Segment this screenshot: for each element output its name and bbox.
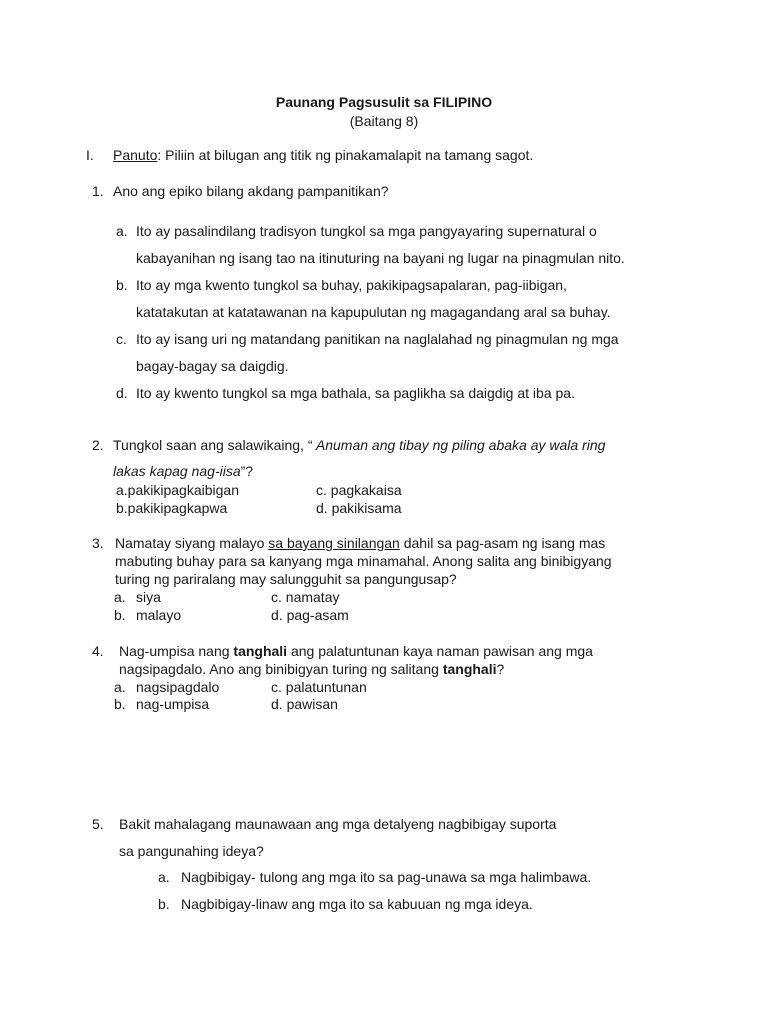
q5-option-a-letter: a. <box>158 869 170 885</box>
instructions <box>113 147 533 164</box>
q3-option-a: siya <box>136 589 161 605</box>
q4-option-b-letter: b. <box>114 696 126 712</box>
q2-text-end: ”? <box>240 463 254 479</box>
q4-line2 <box>119 661 504 678</box>
q3-option-c: c. namatay <box>271 589 340 605</box>
q1-number: 1. <box>92 183 104 199</box>
q4-option-a: nagsipagdalo <box>136 679 220 695</box>
q3-option-b: malayo <box>136 607 182 623</box>
q4-text-end: ang palatuntunan kaya naman pawisan ang mga <box>287 643 593 659</box>
q2-quote-part1: Anuman ang tibay ng piling abaka ay wala ring <box>312 437 606 453</box>
q1-text: Ano ang epiko bilang akdang pampanitikan? <box>113 183 389 199</box>
instructions-label: Panuto <box>113 147 158 163</box>
q1-option-c-letter: c. <box>116 331 127 347</box>
q1-option-d-letter: d. <box>116 385 128 401</box>
q4-option-c: c. palatuntunan <box>271 679 367 695</box>
q1-option-b-line1: Ito ay mga kwento tungkol sa buhay, pakikipagsapalaran, pag-iibigan, <box>136 277 567 293</box>
q2-number: 2. <box>92 437 104 453</box>
q3-line1 <box>115 535 605 552</box>
q3-number: 3. <box>92 535 104 551</box>
q2-option-c: c. pagkakaisa <box>316 482 402 498</box>
q5-option-b: Nagbibigay-linaw ang mga ito sa kabuuan ng mga ideya. <box>181 896 533 912</box>
q3-line3: turing ng pariralang may salungguhit sa pangungusap? <box>115 571 457 587</box>
q2-line2 <box>113 463 253 480</box>
q4-text-start: Nag-umpisa nang <box>119 643 234 659</box>
q2-quote-part2: lakas kapag nag-iisa <box>113 463 241 479</box>
q3-option-a-letter: a. <box>114 589 126 605</box>
q4-option-a-letter: a. <box>114 679 126 695</box>
q1-option-a-line2: kabayanihan ng isang tao na itinuturing na bayani ng lugar na pinagmulan nito. <box>136 250 625 266</box>
q3-text-start: Namatay siyang malayo <box>115 535 269 551</box>
q5-line1: Bakit mahalagang maunawaan ang mga detalyeng nagbibigay suporta <box>119 816 557 832</box>
q1-option-c-line2: bagay-bagay sa daigdig. <box>136 358 289 374</box>
q2-text: Tungkol saan ang salawikaing, “ <box>113 437 313 453</box>
q4-question-start: nagsipagdalo. Ano ang binibigyan turing ng salitang <box>119 661 443 677</box>
q2-line1 <box>113 437 605 454</box>
q4-number: 4. <box>92 643 104 659</box>
instructions-text: : Piliin at bilugan ang titik ng pinakamalapit na tamang sagot. <box>157 147 534 163</box>
q2-option-d: d. pakikisama <box>316 500 402 516</box>
q3-option-b-letter: b. <box>114 607 126 623</box>
q4-option-b: nag-umpisa <box>136 696 210 712</box>
q4-option-d: d. pawisan <box>271 696 338 712</box>
q5-line2: sa pangunahing ideya? <box>119 843 264 859</box>
q2-option-b: b.pakikipagkapwa <box>116 500 228 516</box>
q1-option-b-line2: katatakutan at katatawanan na kapupulutan ng magagandang aral sa buhay. <box>136 304 611 320</box>
q3-text-end: dahil sa pag-asam ng isang mas <box>399 535 606 551</box>
q3-option-d: d. pag-asam <box>271 607 349 623</box>
q5-option-b-letter: b. <box>158 896 170 912</box>
q1-option-b-letter: b. <box>116 277 128 293</box>
q3-line2: mabuting buhay para sa kanyang mga minamahal. Anong salita ang binibigyang <box>115 553 612 569</box>
q1-option-a-line1: Ito ay pasalindilang tradisyon tungkol sa mga pangyayaring supernatural o <box>136 223 597 239</box>
q2-option-a: a.pakikipagkaibigan <box>116 482 239 498</box>
section-number: I. <box>86 147 94 163</box>
q5-option-a: Nagbibigay- tulong ang mga ito sa pag-unawa sa mga halimbawa. <box>181 869 592 885</box>
q1-option-c-line1: Ito ay isang uri ng matandang panitikan na naglalahad ng pinagmulan ng mga <box>136 331 619 347</box>
page-title: Paunang Pagsusulit sa FILIPINO <box>275 94 493 110</box>
q4-question-bold-word: tanghali <box>442 661 497 677</box>
q5-number: 5. <box>92 816 104 832</box>
q1-option-d-line1: Ito ay kwento tungkol sa mga bathala, sa paglikha sa daigdig at iba pa. <box>136 385 575 401</box>
q1-option-a-letter: a. <box>116 223 128 239</box>
q4-line1 <box>119 643 593 660</box>
q3-underlined-phrase: sa bayang sinilangan <box>268 535 400 551</box>
q4-bold-word: tanghali <box>233 643 288 659</box>
q4-question-end: ? <box>496 661 505 677</box>
page-subtitle: (Baitang 8) <box>349 113 419 129</box>
